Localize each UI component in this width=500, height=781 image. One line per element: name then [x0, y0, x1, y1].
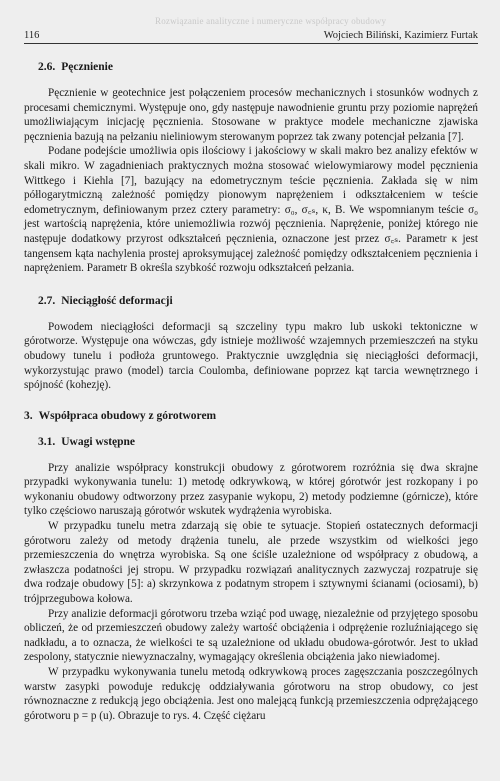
paragraph: Przy analizie współpracy konstrukcji obudowy z górotworem rozróżnia się dwa skrajne przypadki wykonywania tunelu: 1) metodę odkrywkową, w której górotwór jest rozkopany i po wykonaniu obudowy odtworzony przez zasypanie wykopu, 2) metody podziemne (górnicze), które tylko częściowo naruszają górotwór wskutek wydrążenia wyrobiska. — [24, 461, 478, 518]
running-header — [24, 30, 478, 44]
paragraph: Pęcznienie w geotechnice jest połączeniem procesów mechanicznych i stosunków wodnych z procesami chemicznymi. Występuje ono, gdy następuje nawodnienie gruntu przy poziomie naprężeń umożliwiającym inicjację pęcznienia. Stosowane w praktyce modele mechaniczne zjawiska pęcznienia bazują na pełzaniu nieliniowym sterowanym poprzez tak zwany potencjał pełzania [7]. — [24, 87, 478, 143]
section-number: 3. — [24, 409, 33, 422]
section-heading-3 — [24, 409, 478, 423]
section-heading-2-6 — [38, 60, 478, 74]
section-heading-3-1 — [38, 435, 478, 449]
section-number: 2.7. — [38, 294, 56, 307]
paragraph: Powodem nieciągłości deformacji są szczeliny typu makro lub uskoki tektoniczne w górotworze. Występuje ona wówczas, gdy istnieje możliwość wzajemnych przemieszczeń na styku obudowy tunelu i podłoża gruntowego. Praktycznie uwzględnia się nieciągłości deformacji, wykorzystując prawo (model) tarcia Coulomba, definiowane poprzez kąt tarcia wewnętrznego i spójność (kohezję). — [24, 320, 478, 392]
paragraph: Przy analizie deformacji górotworu trzeba wziąć pod uwagę, niezależnie od przyjętego sposobu obliczeń, że od przemieszczeń obudowy zależy wartość obciążenia i odprężenie rozluźniającego się nadkładu, a to oznacza, że wielkości te są uzależnione od układu obudowa-górotwór. Jest to układ zespolony, statycznie niewyznaczalny, wymagający określenia obciążenia jako niewiadomej. — [24, 607, 478, 664]
bleed-through-text: Rozwiązanie analityczne i numeryczne współpracy obudowy — [155, 16, 387, 26]
section-number: 2.6. — [38, 61, 56, 73]
page-number: 116 — [24, 30, 40, 41]
paragraph: W przypadku wykonywania tunelu metodą odkrywkową proces zagęszczania poszczególnych warstw zasypki powoduje redukcję oddziaływania górotworu na strop obudowy, co jest równoznaczne z redukcją jego obciążenia. Jest ono malejącą funkcją przemieszczenia odprężającego górotworu p = p (u). Obrazuje to rys. 4. Część ciężaru — [24, 666, 478, 722]
section-title: Współpraca obudowy z górotworem — [38, 409, 217, 422]
section-title: Pęcznienie — [61, 61, 113, 73]
section-title: Uwagi wstępne — [61, 435, 136, 448]
section-title: Nieciągłość deformacji — [61, 294, 173, 307]
paragraph: Podane podejście umożliwia opis ilościowy i jakościowy w skali makro bez analizy efektów w skali mikro. W zagadnieniach praktycznych można stosować wielowymiarowy model pęcznienia Wittkego i Kiehla [7], bazujący na edometrycznym teście pęcznienia. Zakłada się w nim półlogarytmiczną zależność pomiędzy pionowym naprężeniem i odkształceniem w teście edometrycznym, definiowanym przez cztery parametry: σ₀, σ꜀ₛ, κ, B. We wspomnianym teście σ₀ jest wartością naprężenia, które uniemożliwia rozwój pęcznienia. Naprężenie, poniżej którego nie następuje dodatkowy przyrost odkształceń pęcznienia, oznaczone jest przez σ꜀ₛ. Parametr κ jest tangensem kąta nachylenia prostej aproksymującej zależność pomiędzy odkształceniem pęcznienia i naprężeniem. Parametr B określa szybkość rozwoju odkształceń pełzania. — [24, 145, 478, 275]
header-authors: Wojciech Biliński, Kazimierz Furtak — [323, 30, 478, 41]
section-number: 3.1. — [38, 435, 56, 448]
paragraph: W przypadku tunelu metra zdarzają się obie te sytuacje. Stopień ostatecznych deformacji górotworu zależy od metody drążenia tunelu, ale przede wszystkim od wielkości jego przemieszczenia do wnętrza wyrobiska. Są one ściśle uzależnione od współpracy z obudową, a zwłaszcza podatności jej stropu. W przypadku rozwiązań analitycznych zazwyczaj rozpatruje się dwa rodzaje obudowy [5]: a) skrzynkowa z podatnym stropem i sztywnymi ścianami (ociosami), b) trójprzegubowa kołowa. — [24, 520, 478, 606]
section-heading-2-7 — [38, 294, 478, 308]
page-body — [24, 60, 478, 723]
